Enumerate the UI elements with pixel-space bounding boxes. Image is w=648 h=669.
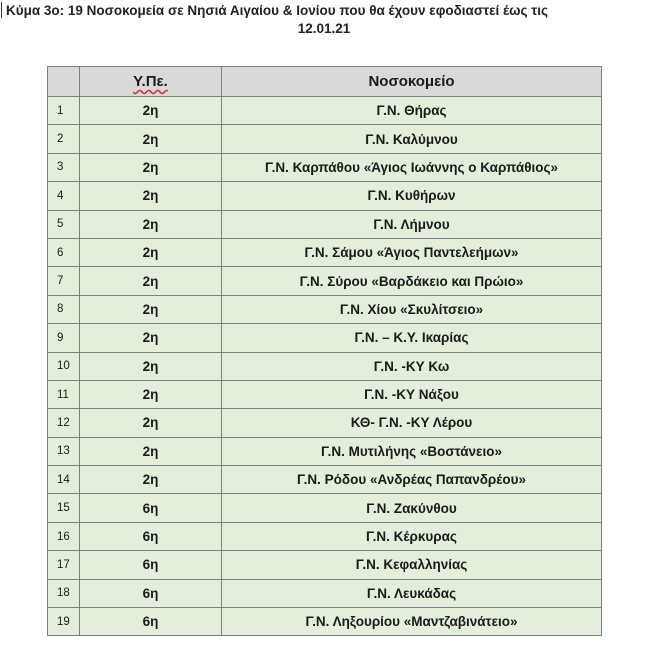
table-row — [48, 352, 602, 380]
table-row — [48, 579, 602, 607]
title-line-2: 12.01.21 — [297, 21, 351, 36]
page-title — [0, 2, 648, 38]
table-row — [48, 153, 602, 181]
row-ype: 2η — [80, 125, 222, 153]
row-hospital-name: Γ.Ν. Θήρας — [222, 97, 602, 125]
title-line-1: Κύμα 3ο: 19 Νοσοκομεία σε Νησιά Αιγαίου & Ιονίου που θα έχουν εφοδιαστεί έως τις — [6, 3, 549, 18]
row-ype: 6η — [80, 494, 222, 522]
row-index: 9 — [48, 324, 80, 352]
row-hospital-name: Γ.Ν. -ΚΥ Νάξου — [222, 380, 602, 408]
row-hospital-name: Γ.Ν. Κυθήρων — [222, 182, 602, 210]
table-row — [48, 522, 602, 550]
row-ype: 2η — [80, 324, 222, 352]
header-index — [48, 67, 80, 97]
row-index: 11 — [48, 380, 80, 408]
row-index: 12 — [48, 409, 80, 437]
table-row — [48, 210, 602, 238]
row-ype: 2η — [80, 97, 222, 125]
row-ype: 2η — [80, 380, 222, 408]
row-index: 5 — [48, 210, 80, 238]
table-header-row — [48, 67, 602, 97]
row-index: 10 — [48, 352, 80, 380]
row-hospital-name: Γ.Ν. – Κ.Υ. Ικαρίας — [222, 324, 602, 352]
row-index: 17 — [48, 551, 80, 579]
header-hospital: Νοσοκομείο — [222, 67, 602, 97]
row-hospital-name: Γ.Ν. Λήμνου — [222, 210, 602, 238]
table-row — [48, 409, 602, 437]
row-ype: 6η — [80, 608, 222, 636]
row-index: 7 — [48, 267, 80, 295]
row-hospital-name: Γ.Ν. Ζακύνθου — [222, 494, 602, 522]
row-ype: 2η — [80, 352, 222, 380]
row-hospital-name: Γ.Ν. Μυτιλήνης «Βοστάνειο» — [222, 437, 602, 465]
row-hospital-name: Γ.Ν. Καρπάθου «Άγιος Ιωάννης ο Καρπάθιος» — [222, 153, 602, 181]
table-row — [48, 551, 602, 579]
row-ype: 2η — [80, 238, 222, 266]
row-index: 19 — [48, 608, 80, 636]
row-ype: 6η — [80, 522, 222, 550]
row-hospital-name: ΚΘ- Γ.Ν. -ΚΥ Λέρου — [222, 409, 602, 437]
table-row — [48, 125, 602, 153]
row-ype: 2η — [80, 295, 222, 323]
table-body — [48, 97, 602, 636]
table-row — [48, 267, 602, 295]
row-ype: 6η — [80, 579, 222, 607]
row-hospital-name: Γ.Ν. Λευκάδας — [222, 579, 602, 607]
row-index: 18 — [48, 579, 80, 607]
table-row — [48, 238, 602, 266]
row-ype: 2η — [80, 409, 222, 437]
table-row — [48, 494, 602, 522]
row-index: 13 — [48, 437, 80, 465]
header-ype — [80, 67, 222, 97]
hospitals-table — [47, 66, 602, 636]
row-ype: 2η — [80, 153, 222, 181]
table-row — [48, 97, 602, 125]
row-hospital-name: Γ.Ν. Καλύμνου — [222, 125, 602, 153]
row-hospital-name: Γ.Ν. Σύρου «Βαρδάκειο και Πρώιο» — [222, 267, 602, 295]
row-index: 1 — [48, 97, 80, 125]
table-row — [48, 324, 602, 352]
row-index: 4 — [48, 182, 80, 210]
table-row — [48, 182, 602, 210]
table-row — [48, 380, 602, 408]
row-index: 6 — [48, 238, 80, 266]
row-hospital-name: Γ.Ν. Χίου «Σκυλίτσειο» — [222, 295, 602, 323]
row-index: 2 — [48, 125, 80, 153]
row-index: 15 — [48, 494, 80, 522]
row-ype: 2η — [80, 210, 222, 238]
row-hospital-name: Γ.Ν. Ρόδου «Ανδρέας Παπανδρέου» — [222, 466, 602, 494]
row-index: 14 — [48, 466, 80, 494]
row-index: 8 — [48, 295, 80, 323]
row-ype: 2η — [80, 267, 222, 295]
row-hospital-name: Γ.Ν. Ληξουρίου «Μαντζαβινάτειο» — [222, 608, 602, 636]
row-ype: 2η — [80, 466, 222, 494]
row-index: 16 — [48, 522, 80, 550]
table-row — [48, 466, 602, 494]
row-ype: 2η — [80, 182, 222, 210]
row-ype: 6η — [80, 551, 222, 579]
row-index: 3 — [48, 153, 80, 181]
table-row — [48, 295, 602, 323]
row-ype: 2η — [80, 437, 222, 465]
table-row — [48, 437, 602, 465]
table-row — [48, 608, 602, 636]
row-hospital-name: Γ.Ν. Κεφαλληνίας — [222, 551, 602, 579]
row-hospital-name: Γ.Ν. Σάμου «Άγιος Παντελεήμων» — [222, 238, 602, 266]
header-ype-label: Υ.Πε. — [133, 73, 168, 90]
row-hospital-name: Γ.Ν. -ΚΥ Κω — [222, 352, 602, 380]
row-hospital-name: Γ.Ν. Κέρκυρας — [222, 522, 602, 550]
